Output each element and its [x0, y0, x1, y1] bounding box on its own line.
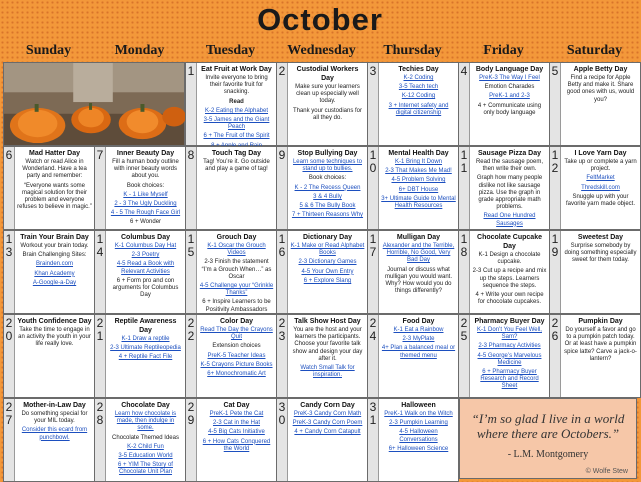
day-content: [199, 233, 274, 311]
event-description: Graph how many people dislike not like sausage pizza. Use the graph in grade appropriate math problems.: [476, 175, 543, 211]
day-content: [381, 233, 456, 311]
resource-link[interactable]: 6 + The Fruit of the Spirit: [203, 133, 270, 140]
resource-link[interactable]: Khan Academy: [34, 270, 75, 277]
resource-link[interactable]: 2-3 Pumpkin Learning: [389, 420, 448, 427]
day-cell-16: [276, 230, 368, 314]
date-number: [550, 147, 561, 229]
resource-link[interactable]: K-1 Oscar the Grouch Videos: [207, 243, 266, 257]
day-cell-2: [276, 62, 368, 146]
day-content: [472, 149, 547, 227]
event-description: Journal or discuss what mulligan you would want. Why? How would you do things differently?: [384, 266, 453, 295]
date-number: [277, 147, 288, 229]
date-digit: 5: [187, 245, 195, 259]
resource-link[interactable]: K-2 Child Fun: [127, 443, 164, 450]
pumpkin-photo-cell: [3, 62, 185, 146]
date-number: [186, 315, 197, 397]
resource-link[interactable]: 3-5 James and the Giant Peach: [203, 117, 270, 131]
resource-link[interactable]: 4+ Plan a balanced meal or themed menu: [381, 345, 456, 359]
resource-link[interactable]: 6+ Halloween Science: [388, 445, 449, 452]
date-digit: 5: [460, 329, 468, 343]
day-content: [563, 65, 638, 143]
event-title: Eat Fruit at Work Day: [201, 66, 272, 73]
event-title: Sweetest Day: [577, 234, 624, 241]
day-content: [563, 317, 638, 395]
resource-link[interactable]: 4-5 Problem Solving: [391, 177, 446, 184]
event-description: Thank your custodians for all they do.: [292, 107, 363, 121]
date-digit: 2: [187, 400, 195, 414]
day-cell-17: [367, 230, 459, 314]
date-number: [368, 315, 379, 397]
day-header-saturday: Saturday: [566, 43, 623, 58]
event-description: 6 + Form pro and con arguments for Columbus Day: [112, 277, 179, 299]
day-cell-12: [549, 146, 641, 230]
event-description: 4 + Communicate using only body language: [477, 102, 542, 116]
day-content: [17, 317, 92, 395]
date-digit: 2: [278, 64, 286, 78]
date-digit: 3: [5, 245, 13, 259]
event-title: Pharmacy Buyer Day: [474, 318, 545, 325]
day-content: [381, 65, 456, 143]
day-cell-20: [3, 314, 95, 398]
event-description: 4 + Write your own recipe for chocolate cupcakes.: [475, 292, 544, 306]
day-content: [108, 149, 183, 227]
date-number: [459, 147, 470, 229]
day-cell-3: [367, 62, 459, 146]
resource-link[interactable]: 4-5 Challenge your “Grinkle Thanks”: [199, 283, 274, 297]
day-cell-23: [276, 314, 368, 398]
resource-link[interactable]: 2-3 Ultimate Reptileopedia: [110, 345, 181, 352]
date-number: [550, 231, 561, 313]
day-cell-26: [549, 314, 641, 398]
date-digit: 2: [551, 316, 559, 330]
day-cell-31: [367, 398, 459, 482]
resource-link[interactable]: Brainden.com: [35, 261, 74, 268]
date-number: [368, 63, 379, 145]
resource-link[interactable]: 2-3 MyPlate: [402, 336, 435, 343]
copyright-text: © Wolfe Stew: [585, 468, 628, 475]
date-number: [4, 399, 15, 481]
day-header-thursday: Thursday: [383, 43, 442, 58]
day-cell-21: [94, 314, 186, 398]
event-title: I Love Yarn Day: [574, 150, 627, 157]
resource-link[interactable]: PreK-3 Candy Corn Math: [293, 411, 362, 417]
resource-link[interactable]: 7 + Thirteen Reasons Why: [291, 212, 364, 219]
day-cell-15: [185, 230, 277, 314]
event-title: Sausage Pizza Day: [477, 150, 542, 157]
date-number: [459, 315, 470, 397]
date-number: [186, 231, 197, 313]
resource-link[interactable]: 2-3 Pharmacy Activities: [478, 343, 541, 350]
day-content: [290, 317, 365, 395]
event-description: Find a recipe for Apple Betty and make it. Share good ones with us, would you?: [566, 75, 635, 103]
date-number: [277, 231, 288, 313]
date-digit: 3: [369, 400, 377, 414]
resource-link[interactable]: 3 & 4 Bully: [313, 193, 342, 200]
date-digit: 2: [96, 316, 104, 330]
event-description: Extension choices: [212, 343, 261, 350]
event-description: Do something special for your MIL today.: [21, 411, 88, 425]
date-digit: 4: [96, 245, 104, 259]
day-content: [563, 149, 638, 227]
date-digit: 1: [187, 232, 195, 246]
day-content: [199, 65, 274, 143]
resource-link[interactable]: K-1 Columbus Day Hat: [114, 243, 177, 249]
date-digit: 3: [278, 400, 286, 414]
resource-link[interactable]: 6+ DBT House: [398, 186, 439, 193]
resource-link[interactable]: 4-5 Your Own Entry: [301, 268, 354, 275]
date-digit: 0: [369, 161, 377, 175]
day-content: [199, 401, 274, 479]
day-content: [290, 233, 365, 311]
resource-link[interactable]: 4-5 Big Cats Initiative: [208, 429, 265, 436]
event-description: Tag! You’re it. Go outside and play a game of tag!: [203, 159, 270, 173]
resource-link[interactable]: 3+ Ultimate Guide to Mental Health Resources: [381, 195, 456, 210]
date-digit: 6: [278, 245, 286, 259]
date-digit: 1: [96, 329, 104, 343]
date-digit: 1: [5, 232, 13, 246]
day-cell-14: [94, 230, 186, 314]
event-description: Fill a human body outline with inner beauty words about you.: [112, 159, 179, 180]
day-cell-19: [549, 230, 641, 314]
event-description: K-1 Design a chocolate cupcake.: [478, 252, 541, 266]
event-title: Mother-in-Law Day: [23, 402, 86, 409]
day-content: [199, 317, 274, 395]
calendar-title: October: [257, 2, 383, 37]
date-digit: 9: [551, 245, 559, 259]
date-number: [95, 147, 106, 229]
event-title: Candy Corn Day: [300, 402, 355, 409]
date-digit: 1: [551, 148, 559, 162]
date-number: [368, 399, 379, 481]
day-content: [108, 233, 183, 311]
day-cell-9: [276, 146, 368, 230]
event-title: Techies Day: [398, 66, 439, 73]
date-digit: 1: [460, 232, 468, 246]
resource-link[interactable]: 3-5 Teach tech: [398, 84, 439, 91]
event-title: Stop Bullying Day: [297, 150, 358, 157]
date-number: [368, 231, 379, 313]
date-number: [95, 231, 106, 313]
resource-link[interactable]: 6 + YIM The Story of Chocolate Unit Plan: [118, 462, 173, 476]
date-digit: 9: [187, 413, 195, 427]
event-title: Inner Beauty Day: [116, 150, 175, 157]
event-description: 6 + Wonder: [129, 219, 162, 226]
date-number: [4, 231, 15, 313]
event-description: Take up or complete a yarn project.: [564, 159, 637, 173]
event-description: Invite everyone to bring their favorite fruit for snacking.: [205, 75, 268, 96]
day-content: [381, 401, 456, 479]
date-number: [95, 399, 106, 481]
resource-link[interactable]: Read One Hundred Sausages: [483, 213, 536, 227]
event-description: Watch or read Alice in Wonderland. Have a tea party and remember:: [22, 159, 87, 180]
pumpkins-image: [4, 63, 184, 145]
event-description: Brain Challenging Sites:: [22, 252, 87, 259]
day-content: [563, 233, 638, 311]
quote-box: [459, 398, 637, 479]
event-description: Workout your brain today.: [20, 243, 89, 249]
date-number: [277, 315, 288, 397]
resource-link[interactable]: 6 + Pharmacy Buyer Research and Record Sheet: [480, 369, 539, 390]
day-header-friday: Friday: [483, 43, 524, 58]
event-title: Chocolate Cupcake Day: [477, 234, 542, 250]
event-title: Color Day: [219, 318, 254, 325]
day-cell-30: [276, 398, 368, 482]
date-digit: 8: [96, 413, 104, 427]
date-digit: 1: [369, 232, 377, 246]
date-digit: 2: [96, 400, 104, 414]
resource-link[interactable]: Alexander and the Terrible, Horrible, No Good, Very Bad Day: [382, 243, 455, 264]
resource-link[interactable]: 6 + Explore Slang: [303, 277, 352, 284]
event-description: Book choices:: [308, 175, 347, 182]
resource-link[interactable]: Learn how chocolate is made, then indulge in some.: [114, 411, 177, 432]
resource-link[interactable]: K-12 Coding: [401, 93, 436, 100]
date-digit: 2: [551, 161, 559, 175]
event-description: Surprise somebody by doing something especially sweet for them today.: [564, 243, 637, 264]
day-content: [17, 233, 92, 311]
day-content: [290, 65, 365, 143]
date-digit: 0: [278, 413, 286, 427]
resource-link[interactable]: 2 - 3 The Ugly Duckling: [114, 201, 177, 208]
event-title: Talk Show Host Day: [294, 318, 361, 325]
resource-link[interactable]: PreK-3 Candy Corn Poem: [292, 420, 363, 427]
resource-link[interactable]: K-1 Make or Read Alphabet Books: [290, 243, 365, 257]
event-title: Halloween: [401, 402, 436, 409]
day-content: [472, 65, 547, 143]
day-content: [290, 149, 365, 227]
date-digit: 4: [369, 329, 377, 343]
date-digit: 1: [460, 161, 468, 175]
day-content: [17, 401, 92, 479]
resource-link[interactable]: 4 + Candy Corn Catapult: [294, 429, 361, 436]
event-title: Body Language Day: [475, 66, 544, 73]
day-content: [199, 149, 274, 227]
date-digit: 1: [96, 232, 104, 246]
event-description: Emotion Charades: [484, 84, 535, 91]
date-number: [459, 231, 470, 313]
date-digit: 1: [187, 64, 195, 78]
date-number: [186, 399, 197, 481]
resource-link[interactable]: 3 + Internet safety and digital citizenship: [388, 102, 449, 116]
resource-link[interactable]: Watch Small Talk for inspiration.: [300, 365, 355, 379]
day-cell-4: [458, 62, 550, 146]
event-title: Reptile Awareness Day: [114, 318, 177, 334]
resource-link[interactable]: 6 + How Cats Conquered the World: [202, 438, 271, 452]
date-digit: 4: [460, 64, 468, 78]
date-digit: 3: [369, 64, 377, 78]
date-number: [550, 63, 561, 145]
event-description: 6 + Inspire Learners to be Positivity Ambassadors: [202, 299, 271, 313]
date-number: [277, 63, 288, 145]
date-digit: 1: [551, 232, 559, 246]
day-cell-18: [458, 230, 550, 314]
day-content: [290, 401, 365, 479]
day-cell-28: [94, 398, 186, 482]
event-description: Book choices:: [126, 182, 165, 189]
date-digit: 2: [5, 316, 13, 330]
date-digit: 7: [369, 245, 377, 259]
event-description: Read: [229, 98, 244, 105]
date-number: [277, 399, 288, 481]
event-title: Youth Confidence Day: [17, 318, 92, 325]
day-cell-29: [185, 398, 277, 482]
day-cell-8: [185, 146, 277, 230]
resource-link[interactable]: 4-5 Read a Book with Relevant Activities: [116, 261, 175, 275]
resource-link[interactable]: PreK-1 and 2-3: [489, 93, 530, 100]
date-digit: 9: [278, 148, 286, 162]
event-description: Take the time to engage in an activity the youth in your life really love.: [18, 327, 91, 348]
day-cell-10: [367, 146, 459, 230]
resource-link[interactable]: PreK-1 Walk on the Witch: [384, 411, 453, 417]
resource-link[interactable]: 3-5 Education World: [118, 453, 173, 460]
event-title: Food Day: [402, 318, 435, 325]
resource-link[interactable]: 2-3 Cat in the Hat: [212, 420, 261, 427]
day-content: [17, 149, 92, 227]
date-digit: 1: [460, 148, 468, 162]
resource-link[interactable]: 4 + Reptile Fact File: [118, 354, 173, 361]
day-cell-22: [185, 314, 277, 398]
event-title: Train Your Brain Day: [20, 234, 89, 241]
event-description: Snuggle up with your favorite yarn made object.: [565, 193, 636, 208]
day-header-wednesday: Wednesday: [287, 43, 356, 58]
event-title: Columbus Day: [120, 234, 170, 241]
day-content: [472, 233, 547, 311]
date-number: [459, 63, 470, 145]
event-title: Dictionary Day: [302, 234, 353, 241]
resource-link[interactable]: FeltMarket: [586, 175, 615, 182]
day-cell-5: [549, 62, 641, 146]
day-content: [472, 317, 547, 395]
date-digit: 2: [187, 329, 195, 343]
event-title: Touch Tag Day: [211, 150, 262, 157]
date-number: [186, 147, 197, 229]
date-digit: 5: [551, 64, 559, 78]
resource-link[interactable]: K-1 Bring It Down: [394, 159, 443, 165]
resource-link[interactable]: K-5 Crayons Picture Books: [200, 361, 273, 368]
date-digit: 2: [278, 316, 286, 330]
day-cell-7: [94, 146, 186, 230]
resource-link[interactable]: 2-3 Poetry: [131, 252, 160, 259]
event-description: Read the sausage poem, then write their own.: [475, 159, 544, 173]
resource-link[interactable]: K-1 Draw a reptile: [121, 336, 170, 342]
day-cell-6: [3, 146, 95, 230]
day-cell-13: [3, 230, 95, 314]
resource-link[interactable]: 4-5 Halloween Conversations: [399, 429, 438, 443]
date-number: [4, 147, 15, 229]
event-title: Cat Day: [223, 402, 250, 409]
resource-link[interactable]: K-2 Coding: [403, 75, 434, 81]
event-title: Apple Betty Day: [573, 66, 628, 73]
resource-link[interactable]: 4 - 5 The Rough Face Girl: [110, 210, 181, 217]
event-description: Chocolate Themed Ideas: [112, 434, 179, 441]
quote-text: “I’m so glad I live in a world where there are Octobers.”: [471, 411, 625, 441]
day-header-sunday: Sunday: [25, 43, 72, 58]
event-title: Mulligan Day: [396, 234, 441, 241]
date-digit: 1: [278, 232, 286, 246]
resource-link[interactable]: Read The Day the Crayons Quit: [200, 327, 273, 341]
date-digit: 2: [5, 400, 13, 414]
day-cell-27: [3, 398, 95, 482]
day-header-monday: Monday: [114, 43, 165, 58]
event-title: Mental Health Day: [388, 150, 449, 157]
resource-link[interactable]: Thredskill.com: [581, 184, 620, 191]
day-cell-25: [458, 314, 550, 398]
day-cell-11: [458, 146, 550, 230]
date-number: [186, 63, 197, 145]
date-digit: 8: [460, 245, 468, 259]
quote-author: - L.M. Montgomery: [507, 449, 589, 460]
date-number: [550, 315, 561, 397]
event-title: Chocolate Day: [121, 402, 170, 409]
date-digit: 2: [187, 316, 195, 330]
resource-link[interactable]: 4-5 George’s Marvelous Medicine: [477, 352, 542, 366]
resource-link[interactable]: K - 2 The Recess Queen: [294, 184, 361, 191]
event-title: Mad Hatter Day: [29, 150, 80, 157]
day-content: [381, 317, 456, 395]
date-digit: 7: [96, 148, 104, 162]
resource-link[interactable]: A-Google-a-Day: [32, 279, 77, 286]
date-digit: 8: [187, 148, 195, 162]
event-description: Make sure your learners clean up especially well today.: [295, 84, 360, 105]
resource-link[interactable]: PreK-3 The Way I Feel: [479, 75, 540, 81]
resource-link[interactable]: Consider this ecard from punchbowl.: [21, 427, 88, 441]
resource-link[interactable]: 5 & 6 The Bully Book: [299, 203, 356, 210]
date-digit: 2: [369, 316, 377, 330]
date-digit: 7: [5, 413, 13, 427]
date-digit: 3: [278, 329, 286, 343]
event-title: Pumpkin Day: [578, 318, 623, 325]
resource-link[interactable]: K - 1 Like Myself: [123, 191, 168, 198]
date-digit: 6: [5, 148, 13, 162]
resource-link[interactable]: K-1 Don’t You Feel Well, Sam?: [477, 327, 542, 341]
resource-link[interactable]: 2-3 Dictionary Games: [298, 259, 357, 266]
event-title: Grouch Day: [216, 234, 257, 241]
day-cell-1: [185, 62, 277, 146]
date-digit: 2: [460, 316, 468, 330]
event-title: Custodial Workers Day: [296, 66, 359, 82]
day-content: [108, 317, 183, 395]
resource-link[interactable]: PreK-5 Teacher Ideas: [207, 352, 266, 359]
resource-link[interactable]: PreK-1 Pete the Cat: [209, 411, 264, 417]
date-number: [4, 315, 15, 397]
resource-link[interactable]: K-1 Eat a Rainbow: [393, 327, 444, 333]
day-header-tuesday: Tuesday: [205, 43, 256, 58]
event-description: 2-3 Finish the statement “I’m a Grouch When…” as Oscar: [201, 259, 272, 280]
event-description: “Everyone wants some magical solution for their problem and everyone refuses to believe in magic.”: [17, 182, 92, 211]
resource-link[interactable]: 2-3 That Makes Me Mad!: [385, 168, 452, 175]
resource-link[interactable]: Learn some techniques to stand up to bullies.: [292, 159, 363, 173]
day-content: [108, 401, 183, 479]
day-content: [381, 149, 456, 227]
event-description: 2-3 Cut up a recipe and mix up the steps. Learners sequence the steps.: [472, 268, 547, 289]
date-number: [95, 315, 106, 397]
resource-link[interactable]: 6+ Monochromatic Art: [207, 371, 266, 378]
date-number: [368, 147, 379, 229]
date-digit: 1: [369, 148, 377, 162]
event-description: You are the host and your learners the participants. Choose your favorite talk show and design your day after it.: [292, 327, 363, 362]
day-cell-24: [367, 314, 459, 398]
date-digit: 1: [369, 413, 377, 427]
resource-link[interactable]: K-2 Eating the Alphabet: [204, 107, 269, 114]
date-digit: 6: [551, 329, 559, 343]
date-digit: 0: [5, 329, 13, 343]
event-description: Do yourself a favor and go to a pumpkin patch today. Or at least have a pumpkin spice latte? Carve a jack-o-lantern?: [564, 327, 637, 362]
